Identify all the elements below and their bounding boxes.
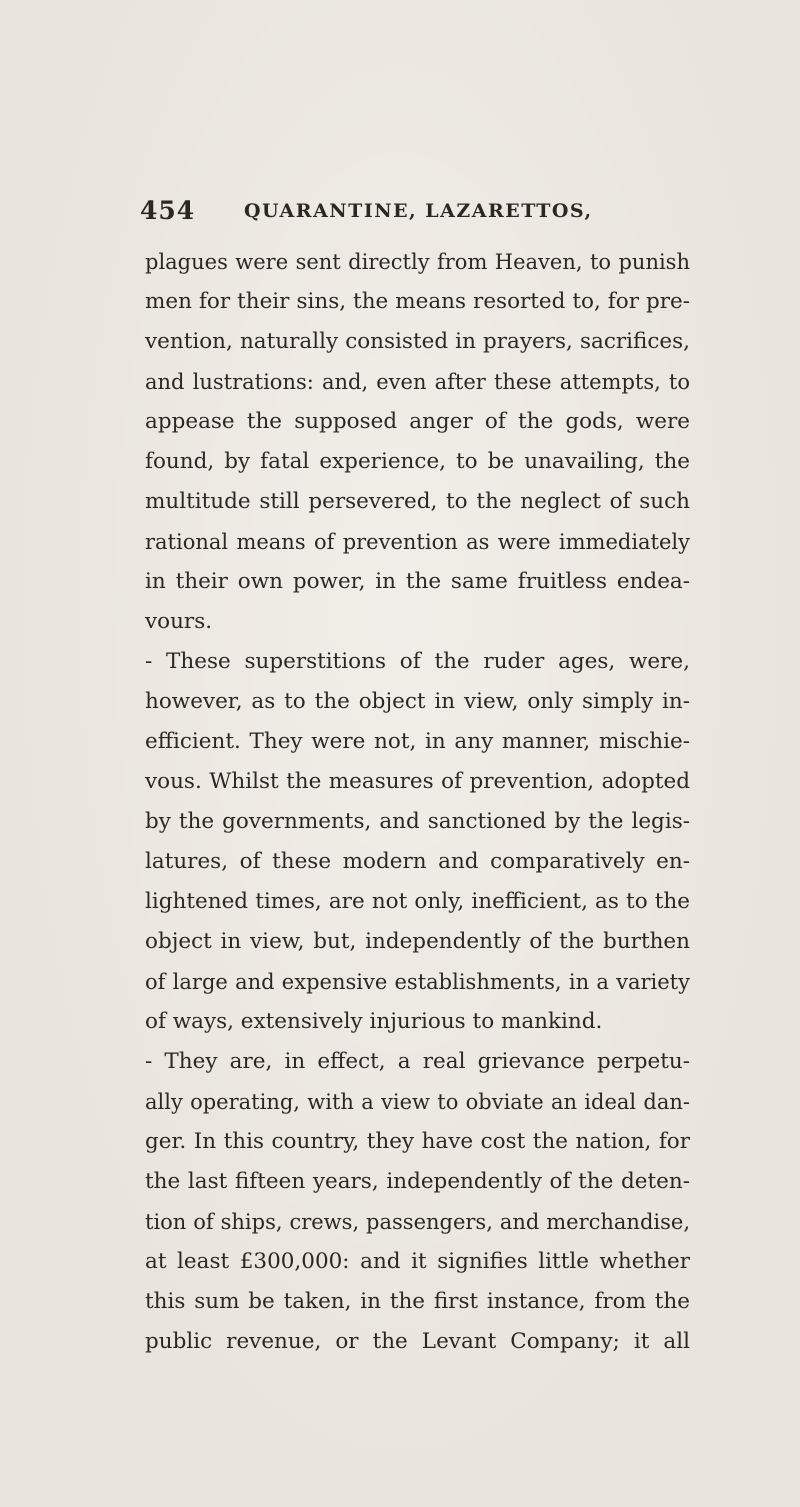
- text-line: tion of ships, crews, passengers, and merchandise,: [145, 1210, 690, 1234]
- text-line: the last fifteen years, independently of the deten-: [145, 1169, 690, 1194]
- text-line: this sum be taken, in the first instance, from the: [145, 1289, 690, 1314]
- text-line: efficient. They were not, in any manner, mischie-: [145, 729, 690, 754]
- text-line: - They are, in effect, a real grievance perpetu-: [145, 1049, 690, 1074]
- text-line: however, as to the object in view, only simply in-: [145, 689, 690, 714]
- page-number: 454: [140, 196, 196, 225]
- text-line: public revenue, or the Levant Company; it all: [145, 1329, 690, 1354]
- text-line: at least £300,000: and it signifies little whether: [145, 1249, 690, 1274]
- text-line: and lustrations: and, even after these attempts, to: [145, 370, 690, 394]
- page-header: [140, 196, 680, 232]
- text-line: vous. Whilst the measures of prevention, adopted: [145, 769, 690, 794]
- text-line: in their own power, in the same fruitless endea-: [145, 569, 690, 594]
- text-line: of large and expensive establishments, in a variety: [145, 970, 690, 994]
- text-line: lightened times, are not only, inefficient, as to the: [145, 889, 690, 914]
- text-line: multitude still persevered, to the neglect of such: [145, 489, 690, 514]
- text-line: found, by fatal experience, to be unavailing, the: [145, 449, 690, 474]
- text-line: plagues were sent directly from Heaven, to punish: [145, 250, 690, 274]
- text-line: ger. In this country, they have cost the nation, for: [145, 1129, 690, 1154]
- text-line: rational means of prevention as were immediately: [145, 530, 690, 554]
- text-line: latures, of these modern and comparatively en-: [145, 849, 690, 874]
- text-line: - These superstitions of the ruder ages, were,: [145, 649, 690, 674]
- text-line: men for their sins, the means resorted to, for pre-: [145, 289, 690, 314]
- text-line: ally operating, with a view to obviate an ideal dan-: [145, 1090, 690, 1114]
- text-line: object in view, but, independently of the burthen: [145, 929, 690, 954]
- text-line: of ways, extensively injurious to mankind.: [145, 1009, 603, 1034]
- body-text: [145, 242, 690, 1362]
- text-line: vention, naturally consisted in prayers, sacrifices,: [145, 329, 690, 354]
- text-line: vours.: [145, 609, 213, 634]
- text-line: by the governments, and sanctioned by the legis-: [145, 809, 690, 834]
- text-line: appease the supposed anger of the gods, were: [145, 409, 690, 434]
- running-head: QUARANTINE, LAZARETTOS,: [244, 200, 593, 222]
